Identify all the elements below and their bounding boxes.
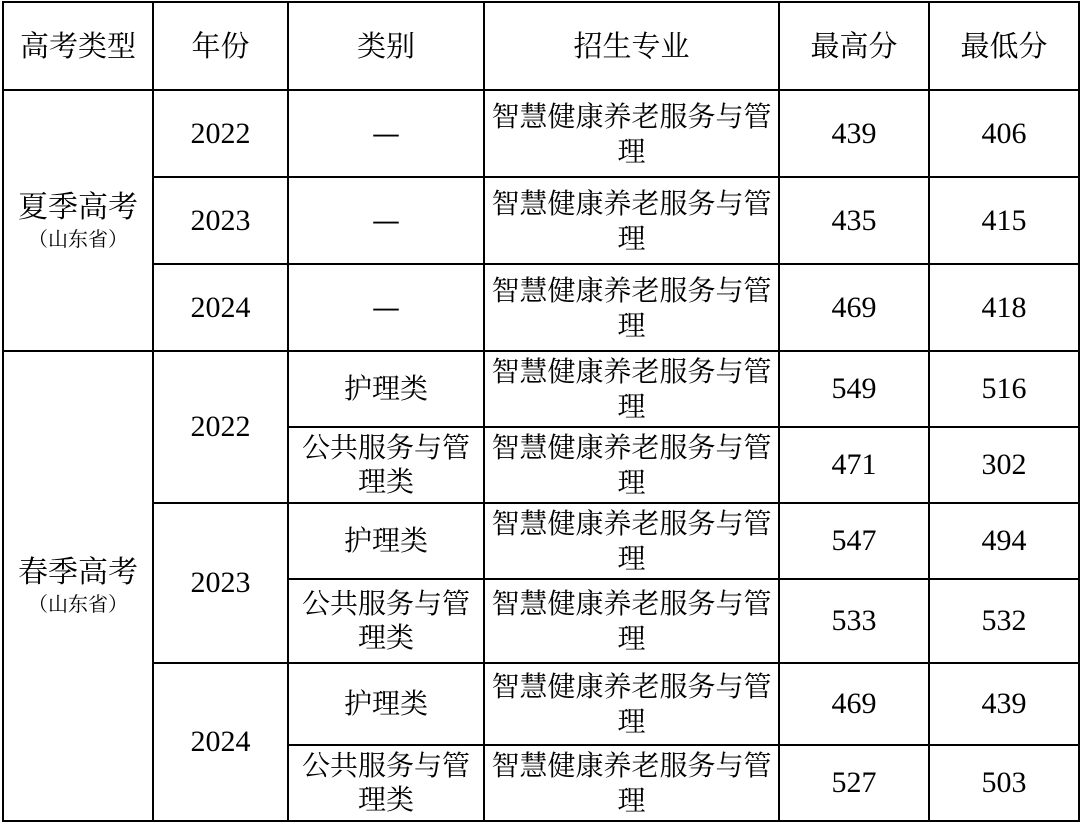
major-label: 智慧健康养老服务与管理 (491, 273, 772, 342)
max-score-cell: 439 (779, 90, 929, 177)
max-score-cell: 549 (779, 351, 929, 427)
exam-type-label: 春季高考 (18, 555, 138, 590)
header-max-score: 最高分 (779, 2, 929, 90)
admission-score-table (2, 1, 1080, 822)
max-score-cell: 435 (779, 177, 929, 264)
major-label: 智慧健康养老服务与管理 (491, 186, 772, 255)
min-score-cell: 439 (929, 663, 1079, 745)
exam-type-cell (3, 351, 153, 821)
header-year: 年份 (153, 2, 288, 90)
header-row (3, 2, 1079, 90)
header-min-score: 最低分 (929, 2, 1079, 90)
major-cell (484, 264, 779, 351)
table-row (3, 177, 1079, 264)
category-cell (288, 427, 484, 503)
min-score-cell: 406 (929, 90, 1079, 177)
exam-region-label: （山东省） (28, 592, 128, 616)
max-score-cell: 533 (779, 579, 929, 663)
category-cell: — (288, 264, 484, 351)
table-row (3, 264, 1079, 351)
major-label: 智慧健康养老服务与管理 (491, 507, 772, 575)
table-row (3, 503, 1079, 579)
major-cell (484, 90, 779, 177)
major-cell (484, 351, 779, 427)
min-score-cell: 503 (929, 745, 1079, 821)
major-label: 智慧健康养老服务与管理 (491, 431, 772, 499)
header-major: 招生专业 (484, 2, 779, 90)
year-cell: 2023 (153, 177, 288, 264)
table-row (3, 351, 1079, 427)
category-label: 公共服务与管理类 (301, 431, 470, 498)
exam-type-cell (3, 90, 153, 351)
category-cell (288, 745, 484, 821)
year-cell: 2024 (153, 663, 288, 821)
category-label: 公共服务与管理类 (301, 587, 470, 654)
min-score-cell: 302 (929, 427, 1079, 503)
year-cell: 2022 (153, 351, 288, 503)
major-cell (484, 745, 779, 821)
year-cell: 2023 (153, 503, 288, 663)
max-score-cell: 471 (779, 427, 929, 503)
table-row (3, 663, 1079, 745)
category-cell (288, 579, 484, 663)
header-exam-type: 高考类型 (3, 2, 153, 90)
major-cell (484, 503, 779, 579)
max-score-cell: 469 (779, 663, 929, 745)
major-label: 智慧健康养老服务与管理 (491, 355, 772, 423)
header-category: 类别 (288, 2, 484, 90)
major-cell (484, 177, 779, 264)
major-label: 智慧健康养老服务与管理 (491, 587, 772, 655)
major-cell (484, 579, 779, 663)
max-score-cell: 547 (779, 503, 929, 579)
min-score-cell: 532 (929, 579, 1079, 663)
major-label: 智慧健康养老服务与管理 (491, 749, 772, 817)
exam-region-label: （山东省） (28, 226, 128, 251)
max-score-cell: 527 (779, 745, 929, 821)
min-score-cell: 516 (929, 351, 1079, 427)
min-score-cell: 415 (929, 177, 1079, 264)
year-cell: 2024 (153, 264, 288, 351)
category-cell: — (288, 90, 484, 177)
table-row (3, 90, 1079, 177)
category-cell: 护理类 (288, 351, 484, 427)
major-cell (484, 427, 779, 503)
major-label: 智慧健康养老服务与管理 (491, 670, 772, 738)
year-cell: 2022 (153, 90, 288, 177)
major-cell (484, 663, 779, 745)
min-score-cell: 494 (929, 503, 1079, 579)
max-score-cell: 469 (779, 264, 929, 351)
category-label: 公共服务与管理类 (301, 749, 470, 816)
category-cell: 护理类 (288, 663, 484, 745)
min-score-cell: 418 (929, 264, 1079, 351)
category-cell: 护理类 (288, 503, 484, 579)
major-label: 智慧健康养老服务与管理 (491, 99, 772, 168)
exam-type-label: 夏季高考 (18, 189, 138, 225)
category-cell: — (288, 177, 484, 264)
